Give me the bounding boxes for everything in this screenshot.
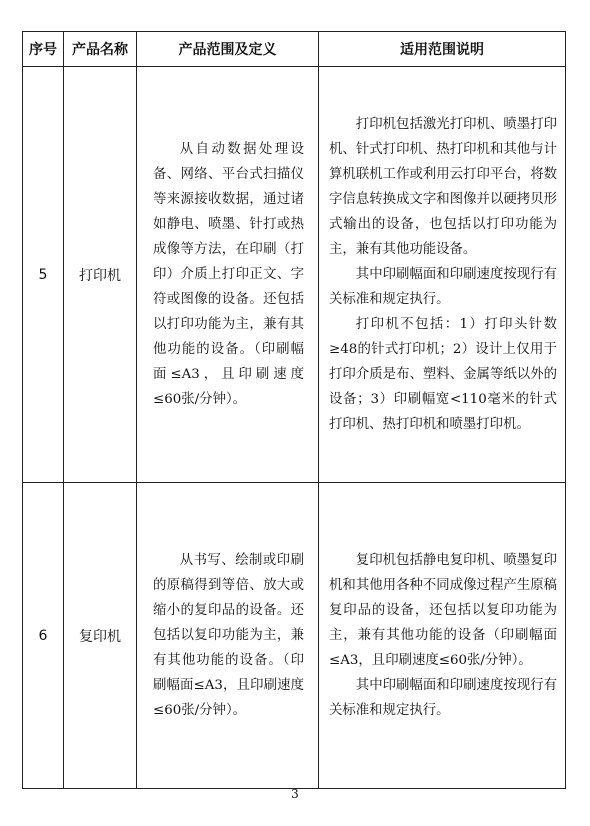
row-product-name: 打印机 (64, 67, 137, 483)
header-scope-definition: 产品范围及定义 (137, 32, 319, 67)
row-scope-cell (319, 483, 566, 789)
row-definition-cell (137, 483, 319, 789)
header-serial-number: 序号 (23, 32, 64, 67)
table-header-row (23, 32, 566, 67)
product-scope-table (22, 31, 566, 789)
row-definition-text: 从书写、绘制或印刷的原稿得到等倍、放大或缩小的复印品的设备。还包括以复印功能为主，兼有其他功能的设备。（印刷幅面≤A3，且印刷速度≤60张/分钟）。 (153, 553, 304, 718)
row-serial-number: 5 (23, 67, 64, 483)
row-definition-text: 从自动数据处理设备、网络、平台式扫描仪等来源接收数据，通过诸如静电、喷墨、针打或热成像等方法，在印刷（打印）介质上打印正文、字符或图像的设备。还包括以打印功能为主，兼有其他功能的设备。（印刷幅面≤A3，且印刷速度≤60张/分钟）。 (153, 142, 304, 407)
scope-paragraph: 打印机包括激光打印机、喷墨打印机、针式打印机、热打印机和其他与计算机联机工作或利用云打印平台，将数字信息转换成文字和图像并以硬拷贝形式输出的设备，也包括以打印功能为主，兼有其他功能设备。 (329, 117, 557, 257)
scope-paragraph: 复印机包括静电复印机、喷墨复印机和其他用各种不同成像过程产生原稿复印品的设备，还包括以复印功能为主，兼有其他功能的设备（印刷幅面≤A3，且印刷速度≤60张/分钟）。 (329, 553, 557, 668)
scope-paragraph: 其中印刷幅面和印刷速度按现行有关标准和规定执行。 (329, 678, 557, 718)
row-product-name: 复印机 (64, 483, 137, 789)
table-row (23, 483, 566, 789)
header-scope-notes: 适用范围说明 (319, 32, 566, 67)
page-number: 3 (291, 787, 299, 801)
row-definition-cell (137, 67, 319, 483)
scope-paragraph: 打印机不包括：1）打印头针数≥48的针式打印机；2）设计上仅用于打印介质是布、塑料、金属等纸以外的设备；3）印刷幅宽<110毫米的针式打印机、热打印机和喷墨打印机。 (329, 317, 557, 432)
scope-paragraph: 其中印刷幅面和印刷速度按现行有关标准和规定执行。 (329, 267, 557, 307)
row-scope-cell (319, 67, 566, 483)
table-row (23, 67, 566, 483)
header-product-name: 产品名称 (64, 32, 137, 67)
row-serial-number: 6 (23, 483, 64, 789)
